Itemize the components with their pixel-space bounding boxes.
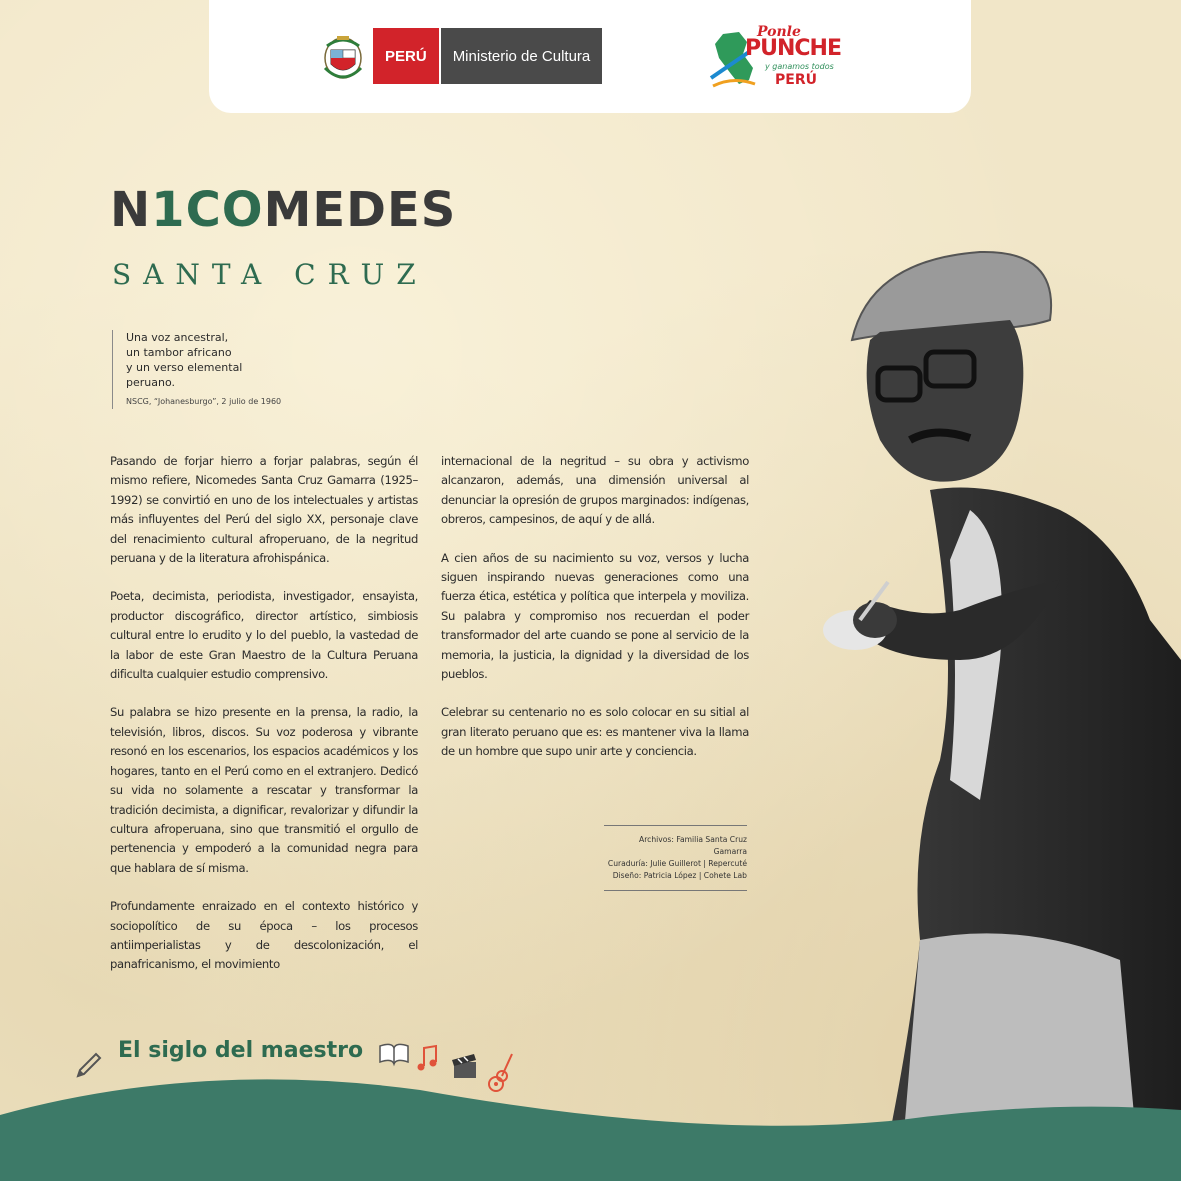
punche-line1: Ponle [757, 24, 801, 40]
coat-of-arms-icon [321, 28, 365, 84]
title-part1: N [110, 182, 152, 238]
body-column-1 [110, 452, 418, 994]
paragraph: Celebrar su centenario no es solo colocar en su sitial al gran literato peruano que es: es mantener viva la llama de un hombre que supo unir arte y conciencia. [441, 705, 749, 759]
page-subtitle: SANTA CRUZ [112, 258, 428, 291]
guitar-icon [489, 1054, 512, 1091]
book-icon [380, 1044, 408, 1064]
paragraph: internacional de la negritud – su obra y activismo alcanzaron, además, una dimensión universal al denunciar la opresión de grupos marginados: indígenas, obreros, campesinos, de aquí y de allá. [441, 454, 750, 527]
epigraph-line: y un verso elemental [126, 361, 243, 374]
punche-line4: PERÚ [775, 72, 817, 88]
series-icons [378, 1038, 518, 1094]
paragraph: Su palabra se hizo presente en la prensa, la radio, la televisión, libros, discos. Su voz poderosa y vibrante resonó en los escenarios, los espacios académicos y los hogares, tanto en el Perú como en el extranjero. Dedicó su vida no solamente a rescatar y transformar la tradición decimista, a dignificar, revalorizar y difundir la cultura afroperuana, sino que transmitió el orgullo de pertenencia y empoderó a la comunidad negra para que hablara de sí misma. [110, 705, 418, 875]
header-bar [209, 0, 971, 113]
credit-line: Curaduría: Julie Guillerot | Repercuté [607, 859, 747, 868]
epigraph [112, 330, 281, 409]
peru-label: PERÚ [373, 28, 439, 84]
credit-line: Archivos: Familia Santa Cruz Gamarra [639, 835, 747, 856]
epigraph-source: NSCG, “Johanesburgo”, 2 julio de 1960 [126, 397, 282, 406]
title-part2: MEDES [263, 182, 457, 238]
paragraph: Profundamente enraizado en el contexto histórico y sociopolítico de su época – los procesos antiimperialistas y de descolonización, el panafricanismo, el movimiento [110, 899, 418, 972]
paragraph: Pasando de forjar hierro a forjar palabras, según él mismo refiere, Nicomedes Santa Cruz Gamarra (1925–1992) se convirtió en uno de los intelectuales y artistas más influyentes del Perú del siglo XX, personaje clave del renacimiento cultural afroperuano, de la negritud peruana y de la literatura afrohispánica. [110, 454, 418, 566]
body-column-2 [441, 452, 749, 781]
punche-line3: y ganamos todos [765, 62, 834, 71]
music-note-icon [418, 1046, 437, 1071]
series-title: El siglo del maestro [118, 1038, 364, 1063]
government-logo [321, 28, 602, 84]
clapperboard-icon [452, 1054, 476, 1078]
paragraph: Poeta, decimista, periodista, investigador, ensayista, productor discográfico, director artístico, simbiosis cultural entre lo erudito y lo del pueblo, la vastedad de la labor de este Gran Maestro de la Cultura Peruana dificulta cualquier estudio comprensivo. [110, 589, 418, 682]
ponle-punche-logo [709, 20, 839, 100]
epigraph-line: peruano. [126, 376, 175, 389]
footer-wave [0, 1070, 1181, 1181]
title-accent: 1CO [151, 182, 264, 238]
paragraph: A cien años de su nacimiento su voz, versos y lucha siguen inspirando nuevas generaciones como una fuerza ética, estética y política que interpela y moviliza. Su palabra y compromiso nos recuerdan el poder transformador del arte cuando se pone al servicio de la memoria, la justicia, la dignidad y la diversidad de los pueblos. [441, 550, 749, 682]
epigraph-line: Una voz ancestral, [126, 331, 229, 344]
credit-line: Diseño: Patricia López | Cohete Lab [612, 871, 747, 880]
epigraph-line: un tambor africano [126, 346, 232, 359]
portrait-photo [760, 240, 1181, 1181]
pencil-icon [74, 1050, 104, 1080]
page-title [110, 182, 457, 238]
ministry-label: Ministerio de Cultura [441, 28, 603, 84]
credits-block [604, 825, 747, 891]
punche-line2: PUNCHE [745, 36, 841, 61]
